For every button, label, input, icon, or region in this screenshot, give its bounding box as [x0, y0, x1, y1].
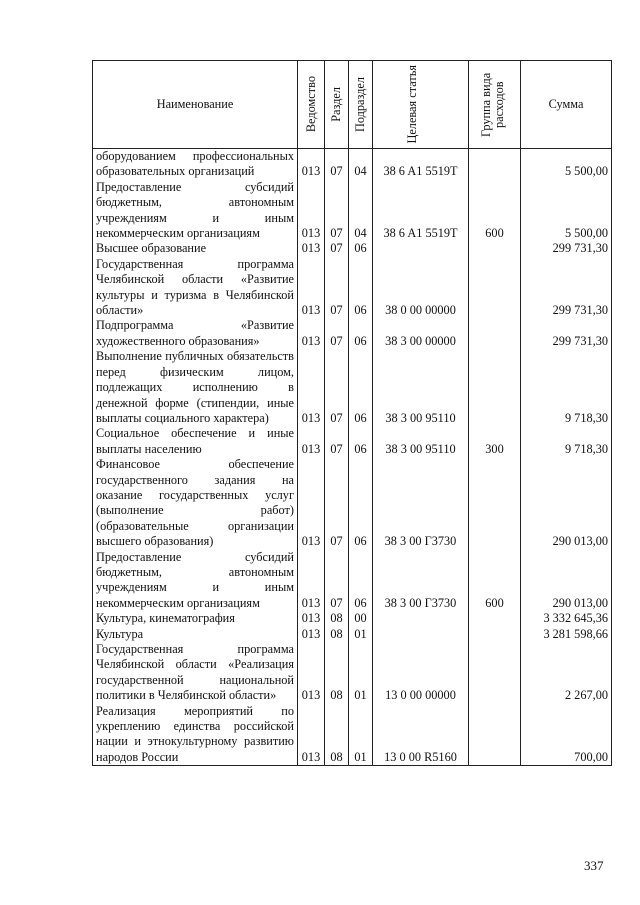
row-target-article: 13 0 00 R5160 [373, 704, 469, 766]
row-name: Финансовое обеспечение государственного задания на оказание государственных услуг (выполнение работ) (образовательные организации высшего образования) [93, 457, 298, 549]
table-row [93, 550, 612, 612]
row-ministry: 013 [298, 349, 325, 426]
row-sum: 299 731,30 [521, 257, 612, 319]
row-target-article: 38 3 00 95110 [373, 349, 469, 426]
row-section: 08 [325, 642, 349, 704]
row-expense-group [469, 318, 521, 349]
header-row [93, 61, 612, 149]
row-section: 08 [325, 704, 349, 766]
row-ministry: 013 [298, 180, 325, 242]
row-expense-group [469, 611, 521, 626]
row-ministry: 013 [298, 611, 325, 626]
row-ministry: 013 [298, 457, 325, 549]
row-name: Государственная программа Челябинской области «Развитие культуры и туризма в Челябинской области» [93, 257, 298, 319]
row-target-article: 38 6 A1 5519T [373, 149, 469, 180]
row-name: Социальное обеспечение и иные выплаты населению [93, 426, 298, 457]
header-section: Раздел [325, 61, 349, 149]
row-name: Реализация мероприятий по укреплению единства российской нации и этнокультурному развитию народов России [93, 704, 298, 766]
header-target-article: Целевая статья [373, 61, 469, 149]
header-name: Наименование [93, 61, 298, 149]
header-subsection: Подраздел [349, 61, 373, 149]
row-section: 07 [325, 180, 349, 242]
table-row [93, 318, 612, 349]
row-subsection: 06 [349, 349, 373, 426]
table-row [93, 611, 612, 626]
row-subsection: 00 [349, 611, 373, 626]
header-expense-group: Группа вида расходов [469, 61, 521, 149]
row-target-article: 38 3 00 00000 [373, 318, 469, 349]
row-name: Государственная программа Челябинской области «Реализация государственной национальной политики в Челябинской области» [93, 642, 298, 704]
row-section: 07 [325, 149, 349, 180]
row-target-article [373, 627, 469, 642]
row-section: 07 [325, 457, 349, 549]
row-section: 08 [325, 627, 349, 642]
row-name: Предоставление субсидий бюджетным, автономным учреждениям и иным некоммерческим организациям [93, 180, 298, 242]
table-row [93, 180, 612, 242]
row-subsection: 06 [349, 241, 373, 256]
budget-table [92, 60, 612, 766]
row-ministry: 013 [298, 149, 325, 180]
row-subsection: 04 [349, 149, 373, 180]
row-expense-group: 300 [469, 426, 521, 457]
row-expense-group [469, 149, 521, 180]
row-section: 07 [325, 349, 349, 426]
row-name: Подпрограмма «Развитие художественного образования» [93, 318, 298, 349]
row-subsection: 06 [349, 550, 373, 612]
row-subsection: 06 [349, 318, 373, 349]
row-expense-group [469, 349, 521, 426]
row-sum: 700,00 [521, 704, 612, 766]
row-name: Выполнение публичных обязательств перед физическим лицом, подлежащих исполнению в денежной форме (стипендии, иные выплаты социального характера) [93, 349, 298, 426]
table-row [93, 257, 612, 319]
row-section: 07 [325, 241, 349, 256]
row-sum: 299 731,30 [521, 318, 612, 349]
table-body [93, 149, 612, 766]
row-section: 07 [325, 426, 349, 457]
row-section: 07 [325, 318, 349, 349]
row-expense-group [469, 257, 521, 319]
row-ministry: 013 [298, 704, 325, 766]
row-sum: 290 013,00 [521, 457, 612, 549]
row-subsection: 04 [349, 180, 373, 242]
row-subsection: 06 [349, 257, 373, 319]
row-ministry: 013 [298, 257, 325, 319]
table-row [93, 704, 612, 766]
row-ministry: 013 [298, 550, 325, 612]
table-row [93, 426, 612, 457]
page-number: 337 [584, 858, 604, 873]
row-target-article [373, 241, 469, 256]
row-section: 07 [325, 257, 349, 319]
row-section: 08 [325, 611, 349, 626]
row-expense-group [469, 457, 521, 549]
row-target-article: 38 3 00 Г3730 [373, 550, 469, 612]
header-ministry: Ведомство [298, 61, 325, 149]
row-sum: 5 500,00 [521, 149, 612, 180]
table-row [93, 149, 612, 180]
row-name: Культура [93, 627, 298, 642]
row-ministry: 013 [298, 642, 325, 704]
row-sum: 299 731,30 [521, 241, 612, 256]
row-subsection: 01 [349, 627, 373, 642]
row-target-article: 38 6 A1 5519T [373, 180, 469, 242]
row-target-article: 38 3 00 Г3730 [373, 457, 469, 549]
row-name: Высшее образование [93, 241, 298, 256]
row-target-article: 38 3 00 95110 [373, 426, 469, 457]
row-subsection: 01 [349, 704, 373, 766]
row-name: оборудованием профессиональных образовательных организаций [93, 149, 298, 180]
row-name: Культура, кинематография [93, 611, 298, 626]
row-expense-group: 600 [469, 180, 521, 242]
row-sum: 3 332 645,36 [521, 611, 612, 626]
row-target-article: 13 0 00 00000 [373, 642, 469, 704]
row-expense-group [469, 704, 521, 766]
row-subsection: 06 [349, 457, 373, 549]
row-ministry: 013 [298, 627, 325, 642]
table-row [93, 241, 612, 256]
header-sum: Сумма [521, 61, 612, 149]
row-sum: 9 718,30 [521, 349, 612, 426]
row-ministry: 013 [298, 426, 325, 457]
row-target-article: 38 0 00 00000 [373, 257, 469, 319]
row-sum: 9 718,30 [521, 426, 612, 457]
table-row [93, 627, 612, 642]
table-row [93, 457, 612, 549]
row-ministry: 013 [298, 318, 325, 349]
row-expense-group: 600 [469, 550, 521, 612]
row-name: Предоставление субсидий бюджетным, автономным учреждениям и иным некоммерческим организациям [93, 550, 298, 612]
row-ministry: 013 [298, 241, 325, 256]
row-section: 07 [325, 550, 349, 612]
row-sum: 3 281 598,66 [521, 627, 612, 642]
table-row [93, 349, 612, 426]
row-subsection: 06 [349, 426, 373, 457]
row-sum: 5 500,00 [521, 180, 612, 242]
row-target-article [373, 611, 469, 626]
row-subsection: 01 [349, 642, 373, 704]
row-expense-group [469, 642, 521, 704]
row-sum: 2 267,00 [521, 642, 612, 704]
row-expense-group [469, 627, 521, 642]
row-expense-group [469, 241, 521, 256]
table-row [93, 642, 612, 704]
row-sum: 290 013,00 [521, 550, 612, 612]
